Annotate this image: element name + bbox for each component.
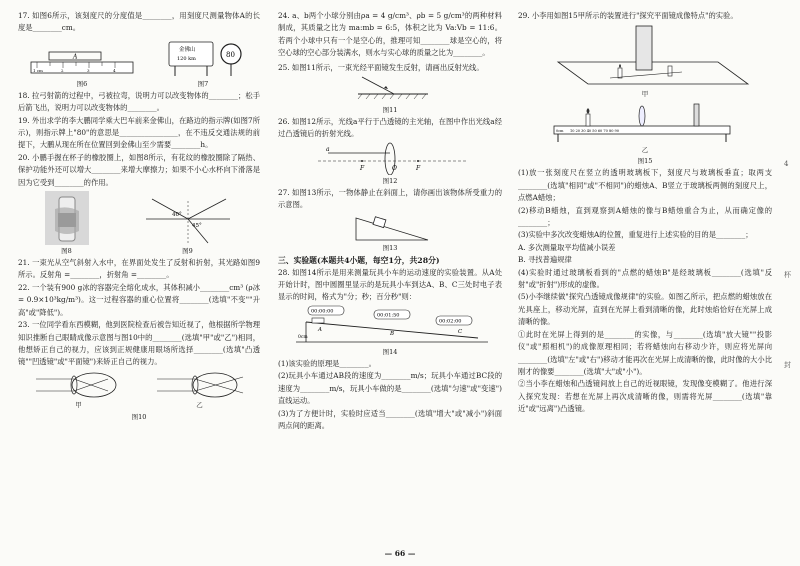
question-25: 25. 如图11所示，一束光经平面镜发生反射，请画出反射光线。 [278,62,484,72]
figure-row-6-7 [18,38,260,90]
ray-label-a: a [326,145,330,153]
page-number: — 66 — [384,549,416,558]
figure-10 [18,371,260,411]
question-19: 19. 外出求学的李大鹏同学乘大巴车前来金佛山，在路边的指示牌(如图7所示)，则指示牌上"80"的意思是________________，在不违反交通法规的前提下，大鹏从现在所在位置回到金佛山至少需要________h。 [18,115,260,150]
figure-7 [155,38,251,90]
figure-6 [27,50,137,90]
margin-mark-1: 4 [784,160,789,168]
question-23: 23. 一位同学看东西模糊，他到医院检查后被告知近视了，他根据所学物理知识推断自己眼睛成像示意图与图10中的________(选填"甲"或"乙")相同，他想矫正自己的视力，应该到正规健康用眼场所选择________(选填"凸透镜""凹透镜"或"平面镜")来矫正自己的视力。 [18,320,260,367]
figure-8 [45,191,89,257]
question-29-6: ①此时在光屏上得到的是________的实像，与________(选填"放大镜""投影仪"或"照相机")的成像原理相同；若将蜡烛向右移动少许，则应将光屏向________(选填"左"或"右")移动才能再次在光屏上成清晰的像，此时像的大小比刚才的像要________(选填"大"或"小")。 [518,329,772,376]
caption-fig6: 图6 [76,79,88,88]
angle-label-45: 45° [191,223,202,230]
mirror-diagram [278,74,502,104]
question-29: 29. 小李用如图15甲所示的装置进行"探究平面镜成像特点"的实验。 [518,11,738,20]
tick-label-3: 3 [87,67,90,73]
question-29-3: (3)实验中多次改变蜡烛A的位置，重复进行上述实验的目的是________； [518,230,753,240]
eye-jia-svg [34,371,124,399]
label-yi: 乙 [196,400,203,409]
figure-row-8-9 [18,191,260,257]
question-28-3: (3)为了方便计时，实验时应适当________(选填"增大"或"减小")斜面两点间的距离。 [278,408,502,430]
margin-mark-3: 封 [784,361,791,369]
tick-label-1: 1 cm [33,67,43,73]
road-sign-diagram [155,38,251,78]
caption-fig12: 图12 [382,176,398,185]
question-29-1: (1)放一张刻度尺在竖立的透明玻璃板下，刻度尺与玻璃板垂直；取两支________(选填"相同"或"不相同")的蜡烛A、B竖立于玻璃板两侧的刻度尺上，点燃A蜡烛； [518,168,772,203]
figure-9 [142,197,234,257]
focus-left-label: F [360,164,365,172]
bench-zero: 0cm [556,129,564,134]
label-jia: 甲 [75,400,82,409]
eye-diagram-yi [155,371,245,411]
optical-bench [518,100,772,144]
question-21: 21. 一束光从空气斜射入水中，在界面处发生了反射和折射，其光路如图9所示。反射角 =________，折射角 =________。 [18,258,260,280]
sign-place-name: 金佛山 [179,46,196,53]
bench-scale: 10 20 30 40 50 60 70 80 90 [570,129,619,134]
caption-fig7: 图7 [197,79,209,88]
track-zero: 0cm [298,334,308,340]
tick-label-4: 4 [113,67,116,73]
label-fig15-jia: 甲 [641,90,649,99]
incline-track-diagram [278,304,502,346]
left-column [0,0,268,566]
question-26: 26. 如图12所示，光线a平行于凸透镜的主光轴，在图中作出光线a经过凸透镜后的折射光线。 [278,117,502,139]
point-c: C [458,328,463,335]
option-a: A. 多次测量取平均值减小误差 [518,242,616,252]
clock-a: 00:00:00 [311,308,334,315]
question-27: 27. 如图13所示，一物体静止在斜面上，请你画出该物体所受重力的示意图。 [278,187,502,210]
optical-center-label: O [392,164,397,172]
focus-right-label: F [416,164,421,172]
caption-fig15: 图15 [637,157,653,166]
option-b: B. 寻找普遍规律 [518,255,572,265]
angle-label-40: 40° [171,212,182,219]
caption-fig8: 图8 [61,247,72,256]
caption-fig13: 图13 [382,243,398,252]
lens-diagram [278,141,502,175]
question-18: 18. 拉弓射箭的过程中，弓被拉弯，说明力可以改变物体的________；松手后箭飞出，说明力可以改变物体的________。 [18,90,260,113]
clock-c: 00:02:00 [439,318,462,325]
speed-limit-value: 80 [226,50,235,59]
caption-fig14: 图14 [382,347,398,356]
question-22: 22. 一个装有900 g冰的容器完全熔化成水，其体积减小________cm³ (ρ冰 = 0.9×10³kg/m³)。这一过程容器的重心位置将________(选填"不变""升高"或"降低")。 [18,282,260,317]
eye-diagram-jia [34,371,124,411]
question-17: 17. 如图6所示，该刻度尺的分度值是________，用刻度尺测量物体A的长度是________cm。 [18,11,260,33]
margin-mark-2: 杯 [784,271,791,279]
question-20: 20. 小鹏手握在杯子的橡胶圈上，如图8所示，有花纹的橡胶圈除了隔热、保护功能外还可以增大________来增大摩擦力；如果不小心水杯向下滑落是因为它受到________的作用。 [18,152,260,187]
caption-fig11: 图11 [382,106,398,115]
point-a: A [318,326,322,333]
question-28: 28. 如图14所示是用来测量玩具小车的运动速度的实验装置。从A处开始计时，图中圆圈里显示的是玩具小车到达A、B、C三处时电子表显示的时间，格式为"分；秒；百分秒"则： [278,267,502,302]
object-a-label: A [73,53,78,61]
sign-distance: 120 km [177,55,196,62]
caption-fig9: 图9 [182,247,193,256]
incline-diagram [278,212,502,242]
question-29-4: (4)实验时通过玻璃板看到的"点燃的蜡烛B"是经玻璃板________(选填"反射"或"折射")形成的虚像。 [518,267,772,290]
right-column [512,0,780,566]
section-3-heading: 三、实验题(本题共4小题，每空1分，共28分) [278,255,440,265]
eye-yi-svg [155,371,245,399]
question-29-2: (2)移动B蜡烛，直到观察到A蜡烛的像与B蜡烛重合为止，从而确定像的________； [518,205,772,228]
question-29-5: (5)小李继续做"探究凸透镜成像规律"的实验。如图乙所示，把点燃的蜡烛放在光具座上，移动光屏，直到在光屏上看到清晰的像，此时烛焰恰好在光屏上成清晰的像。 [518,292,772,327]
question-29-7: ②当小李在蜡烛和凸透镜间放上自己的近视眼镜，发现像变模糊了。他进行深入探究发现：若想在光屏上再次成清晰的像，则需将光屏________(选填"靠近"或"远离")凸透镜。 [518,379,772,414]
question-28-2: (2)玩具小车通过AB段的速度为________m/s；玩具小车通过BC段的速度为________m/s，玩具小车做的是________(选填"匀速"或"变速")直线运动。 [278,371,502,406]
light-refraction-diagram [142,197,234,245]
ruler-diagram [27,50,137,78]
question-24: 24. a、b两个小球分别由ρa = 4 g/cm³、ρb = 5 g/cm³的两种材料制成，其质量之比为 ma:mb = 6:5，体积之比为 Va:Vb = 11:6。若两个小球中只有一个是空心的，推理可知________球是空心的，将空心球的空心部分装满水，则水与实心球的质量之比为________。 [278,11,502,58]
cup-photo [45,191,89,245]
label-fig15-yi: 乙 [641,146,649,155]
clock-b: 00:01:50 [377,312,400,319]
middle-column [272,0,508,566]
plane-mirror-setup [518,22,772,88]
tick-label-2: 2 [61,67,64,73]
caption-fig10: 图10 [131,412,147,421]
point-b: B [390,330,395,337]
question-28-1: (1)该实验的原理是________。 [278,358,376,368]
